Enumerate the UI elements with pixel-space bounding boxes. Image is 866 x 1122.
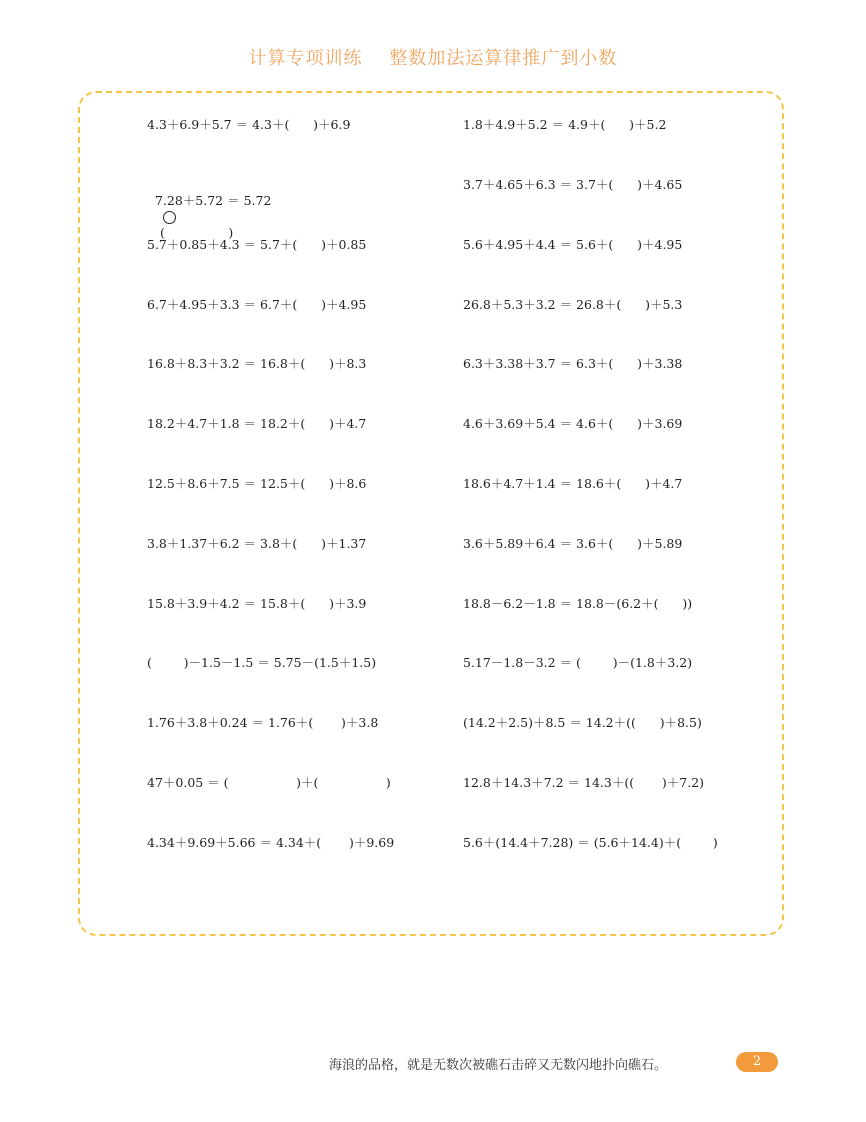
problem-left-6: 18.2＋4.7＋1.8 ＝ 18.2＋( )＋4.7 xyxy=(147,416,367,431)
problem-right-1: 1.8＋4.9＋5.2 ＝ 4.9＋( )＋5.2 xyxy=(463,117,667,132)
problem-right-9: 18.8－6.2－1.8 ＝ 18.8－(6.2＋( )) xyxy=(463,596,693,611)
problem-left-4: 6.7＋4.95＋3.3 ＝ 6.7＋( )＋4.95 xyxy=(147,297,367,312)
problem-right-3: 5.6＋4.95＋4.4 ＝ 5.6＋( )＋4.95 xyxy=(463,237,683,252)
problem-left-2-blank: ( ) xyxy=(159,225,234,240)
problem-left-7: 12.5＋8.6＋7.5 ＝ 12.5＋( )＋8.6 xyxy=(147,476,367,491)
problem-left-10: ( )－1.5－1.5 ＝ 5.75－(1.5＋1.5) xyxy=(147,655,377,670)
problem-right-11: (14.2＋2.5)＋8.5 ＝ 14.2＋(( )＋8.5) xyxy=(463,715,702,730)
footer-quote: 海浪的品格，就是无数次被礁石击碎又无数闪地扑向礁石。 xyxy=(329,1058,668,1073)
problem-left-1: 4.3＋6.9＋5.7 ＝ 4.3＋( )＋6.9 xyxy=(147,117,351,132)
problem-right-5: 6.3＋3.38＋3.7 ＝ 6.3＋( )＋3.38 xyxy=(463,356,683,371)
problem-right-10: 5.17－1.8－3.2 ＝ ( )－(1.8＋3.2) xyxy=(463,655,693,670)
page-number-badge: 2 xyxy=(736,1052,778,1072)
operator-blank-circle[interactable] xyxy=(163,211,176,224)
problem-left-9: 15.8＋3.9＋4.2 ＝ 15.8＋( )＋3.9 xyxy=(147,596,367,611)
problem-left-11: 1.76＋3.8＋0.24 ＝ 1.76＋( )＋3.8 xyxy=(147,715,379,730)
problem-left-2 xyxy=(147,177,271,241)
problem-right-13: 5.6＋(14.4＋7.28) ＝ (5.6＋14.4)＋( ) xyxy=(463,835,718,850)
problem-right-12: 12.8＋14.3＋7.2 ＝ 14.3＋(( )＋7.2) xyxy=(463,775,705,790)
problem-left-12: 47＋0.05 ＝ ( )＋( ) xyxy=(147,775,391,790)
problem-left-13: 4.34＋9.69＋5.66 ＝ 4.34＋( )＋9.69 xyxy=(147,835,395,850)
page-title: 计算专项训练 整数加法运算律推广到小数 xyxy=(248,48,618,69)
problem-right-6: 4.6＋3.69＋5.4 ＝ 4.6＋( )＋3.69 xyxy=(463,416,683,431)
problem-right-2: 3.7＋4.65＋6.3 ＝ 3.7＋( )＋4.65 xyxy=(463,177,683,192)
problem-right-8: 3.6＋5.89＋6.4 ＝ 3.6＋( )＋5.89 xyxy=(463,536,683,551)
problem-right-7: 18.6＋4.7＋1.4 ＝ 18.6＋( )＋4.7 xyxy=(463,476,683,491)
problem-left-3: 5.7＋0.85＋4.3 ＝ 5.7＋( )＋0.85 xyxy=(147,237,367,252)
problem-right-4: 26.8＋5.3＋3.2 ＝ 26.8＋( )＋5.3 xyxy=(463,297,683,312)
problem-left-2-expression: 7.28＋5.72 ＝ 5.72 xyxy=(154,193,272,208)
problem-left-5: 16.8＋8.3＋3.2 ＝ 16.8＋( )＋8.3 xyxy=(147,356,367,371)
problem-left-8: 3.8＋1.37＋6.2 ＝ 3.8＋( )＋1.37 xyxy=(147,536,367,551)
